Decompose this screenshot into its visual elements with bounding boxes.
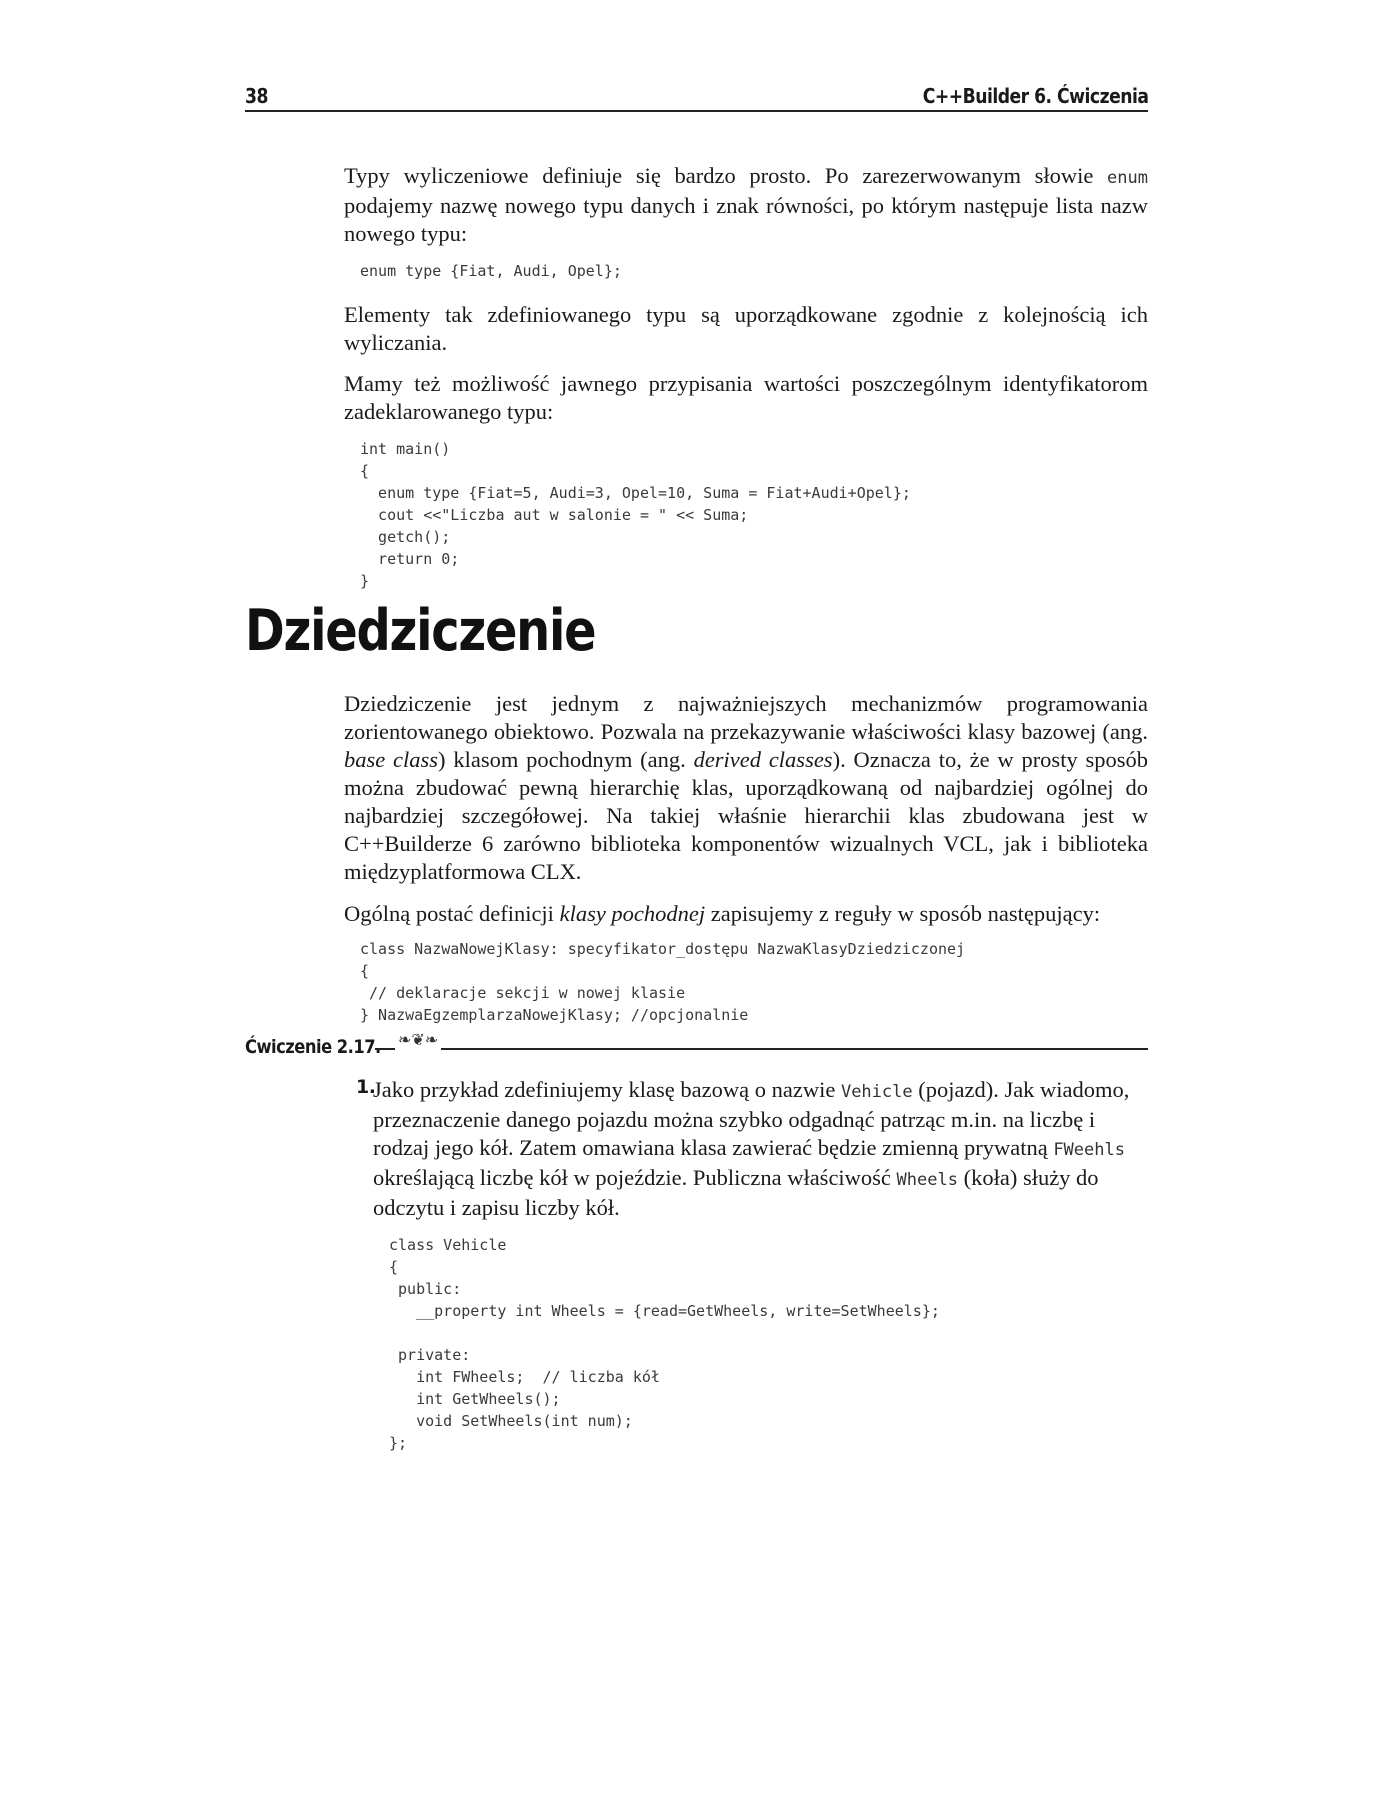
running-title: C++Builder 6. Ćwiczenia (922, 84, 1148, 108)
code-block: enum type {Fiat, Audi, Opel}; (360, 262, 622, 280)
inline-code: FWeehls (1053, 1140, 1125, 1160)
page-header (245, 84, 1148, 112)
exercise-header (245, 1032, 1148, 1062)
code-block: class NazwaNowejKlasy: specyfikator_dostępu NazwaKlasyDziedziczonej { // deklaracje sekcji w nowej klasie } NazwaEgzemplarzaNowejKlasy; //opcjonalnie (360, 940, 966, 1024)
code-block: int main() { enum type {Fiat=5, Audi=3, Opel=10, Suma = Fiat+Audi+Opel}; cout <<"Liczba aut w salonie = " << Suma; getch(); return 0; } (360, 440, 911, 590)
code-block: class Vehicle { public: __property int Wheels = {read=GetWheels, write=SetWheels}; private: int FWheels; // liczba kół int GetWheels(); void SetWheels(int num); }; (389, 1236, 940, 1452)
paragraph: Ogólną postać definicji klasy pochodnej zapisujemy z reguły w sposób następujący: (344, 901, 1101, 926)
exercise-rule (375, 1048, 1148, 1050)
exercise-label: Ćwiczenie 2.17. (245, 1036, 381, 1058)
section-heading: Dziedziczenie (245, 598, 596, 664)
inheritance-section (344, 690, 1148, 1026)
inline-code: Vehicle (840, 1082, 913, 1102)
paragraph: Mamy też możliwość jawnego przypisania wartości poszczególnym identyfikatorom zadeklarowanego typu: (344, 371, 1148, 424)
intro-section (344, 162, 1148, 592)
list-item-body (373, 1076, 1148, 1454)
paragraph: Elementy tak zdefiniowanego typu są uporządkowane zgodnie z kolejnością ich wyliczania. (344, 302, 1148, 355)
ornament-icon: ❧❦❧ (395, 1030, 441, 1050)
paragraph: Typy wyliczeniowe definiuje się bardzo prosto. Po zarezerwowanym słowie enum podajemy nazwę nowego typu danych i znak równości, po którym następuje lista nazw nowego typu: (344, 163, 1148, 246)
paragraph: Jako przykład zdefiniujemy klasę bazową o nazwie Vehicle (pojazd). Jak wiadomo, przeznaczenie danego pojazdu można szybko odgadnąć patrząc m.in. na liczbę i rodzaj jego kół. Zatem omawiana klasa zawierać będzie zmienną prywatną FWeehls określającą liczbę kół w pojeździe. Publiczna właściwość Wheels (koła) służy do odczytu i zapisu liczby kół. (373, 1077, 1130, 1220)
list-number: 1. (356, 1076, 376, 1098)
page-number: 38 (245, 84, 268, 108)
inline-code: Wheels (896, 1170, 958, 1190)
inline-code: enum (1107, 168, 1148, 188)
paragraph: Dziedziczenie jest jednym z najważniejszych mechanizmów programowania zorientowanego obiektowo. Pozwala na przekazywanie właściwości klasy bazowej (ang. base class) klasom pochodnym (ang. derived classes). Oznacza to, że w prosty sposób można zbudować pewną hierarchię klas, uporządkowaną od najbardziej ogólnej do najbardziej szczegółowej. Na takiej właśnie hierarchii klas zbudowana jest w C++Builderze 6 zarówno biblioteka komponentów wizualnych VCL, jak i biblioteka międzyplatformowa CLX. (344, 691, 1148, 884)
